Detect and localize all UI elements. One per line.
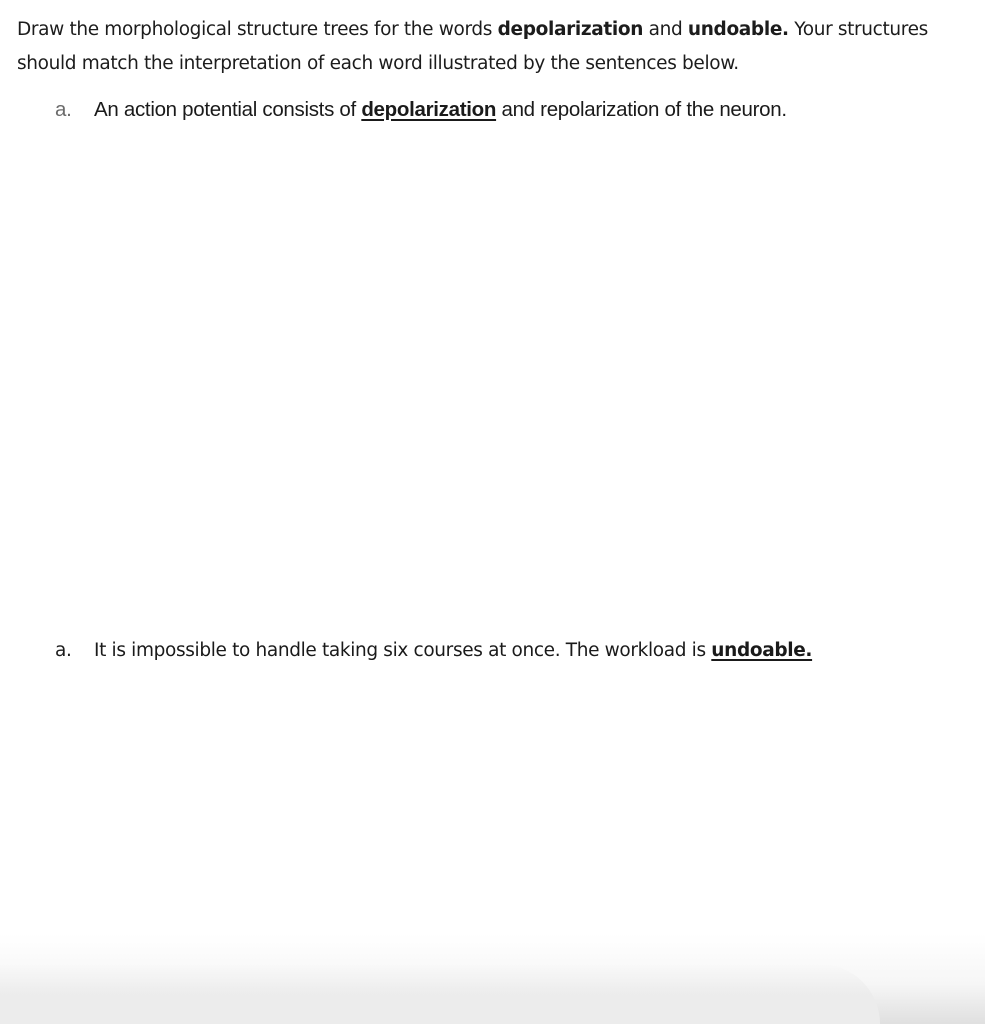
instructions-text-3: Your structures should match the interpretation of each word illustrated by the sentences below. bbox=[17, 19, 928, 74]
target-word-undoable: undoable. bbox=[687, 19, 789, 40]
sentence-text bbox=[94, 640, 812, 661]
example-sentence-a-depolarization bbox=[55, 98, 787, 122]
example-sentence-a-undoable bbox=[55, 640, 812, 661]
instructions-text-2: and bbox=[643, 19, 688, 40]
instructions-text-1: Draw the morphological structure trees for the words bbox=[17, 19, 498, 40]
page-bottom-edge bbox=[0, 964, 880, 1024]
sentence-keyword: undoable. bbox=[711, 640, 813, 661]
sentence-after: and repolarization of the neuron. bbox=[496, 98, 787, 121]
sentence-text bbox=[94, 98, 787, 122]
sentence-keyword: depolarization bbox=[361, 98, 497, 121]
sentence-before: An action potential consists of bbox=[94, 98, 362, 121]
list-marker: a. bbox=[55, 640, 72, 661]
sentence-before: It is impossible to handle taking six courses at once. The workload is bbox=[94, 640, 712, 661]
instructions-paragraph bbox=[17, 13, 977, 81]
target-word-depolarization: depolarization bbox=[497, 19, 644, 40]
list-marker: a. bbox=[55, 98, 72, 121]
